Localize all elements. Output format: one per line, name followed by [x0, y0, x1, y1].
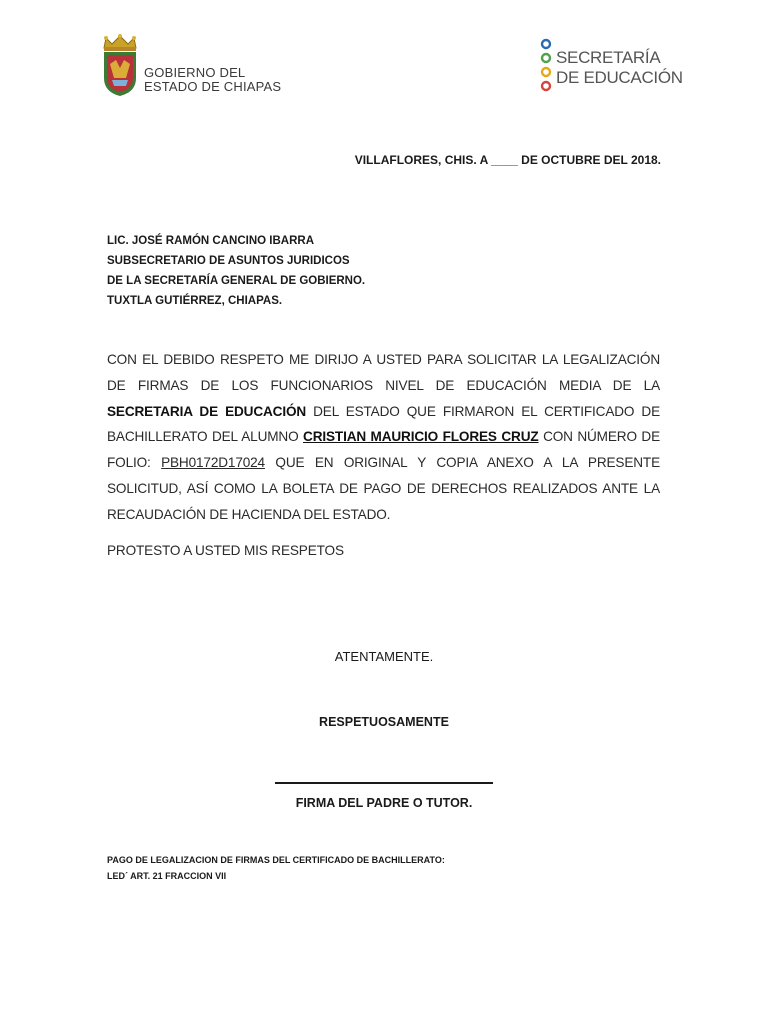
- addressee-title: SUBSECRETARIO DE ASUNTOS JURIDICOS: [107, 255, 350, 267]
- folio-number: PBH0172D17024: [161, 455, 265, 471]
- body-text-part3: CON NÚMERO DE FOLIO:: [107, 429, 660, 471]
- education-logo-icon: [540, 38, 554, 98]
- gov-logo-line2: ESTADO DE CHIAPAS: [144, 79, 282, 94]
- gov-logo-line1: GOBIERNO DEL: [144, 65, 246, 80]
- addressee-block: [107, 231, 365, 311]
- body-text-part2: DEL ESTADO QUE FIRMARON EL CERTIFICADO DE BACHILLERATO DEL ALUMNO: [107, 403, 660, 445]
- sep-logo-line2: DE EDUCACIÓN: [556, 68, 683, 87]
- addressee-office: DE LA SECRETARÍA GENERAL DE GOBIERNO.: [107, 275, 366, 287]
- footnote-line1: PAGO DE LEGALIZACION DE FIRMAS DEL CERTIFICADO DE BACHILLERATO:: [107, 855, 445, 865]
- closing-respetuosamente: RESPETUOSAMENTE: [319, 715, 449, 729]
- footnote-line2: LED´ ART. 21 FRACCION VII: [107, 871, 227, 881]
- body-text-part1: CON EL DEBIDO RESPETO ME DIRIJO A USTED PARA SOLICITAR LA LEGALIZACIÓN DE FIRMAS DE LOS FUNCIONARIOS NIVEL DE EDUCACIÓN MEDIA DE LA: [107, 352, 660, 393]
- signature-label: FIRMA DEL PADRE O TUTOR.: [295, 796, 473, 810]
- student-name: CRISTIAN MAURICIO FLORES CRUZ: [303, 429, 539, 445]
- signature-line: [275, 782, 493, 784]
- gobierno-chiapas-logo: [98, 34, 288, 100]
- footnote: [107, 852, 445, 884]
- chiapas-crest-icon: [98, 34, 142, 98]
- secretaria-name: SECRETARIA DE EDUCACIÓN: [107, 403, 307, 419]
- sep-logo-line1: SECRETARÍA: [556, 48, 661, 67]
- body-paragraph: [107, 347, 660, 528]
- date-line: VILLAFLORES, CHIS. A ____ DE OCTUBRE DEL 2018.: [354, 153, 661, 167]
- addressee-city: TUXTLA GUTIÉRREZ, CHIAPAS.: [107, 295, 283, 307]
- body-text-part4: QUE EN ORIGINAL Y COPIA ANEXO A LA PRESENTE SOLICITUD, ASÍ COMO LA BOLETA DE PAGO DE DERECHOS REALIZADOS ANTE LA RECAUDACIÓN DE HACIENDA DEL ESTADO.: [107, 455, 660, 522]
- closing-atentamente: ATENTAMENTE.: [334, 649, 434, 664]
- protest-line: PROTESTO A USTED MIS RESPETOS: [107, 543, 344, 558]
- addressee-name: LIC. JOSÉ RAMÓN CANCINO IBARRA: [107, 235, 315, 247]
- secretaria-educacion-logo: [540, 38, 683, 98]
